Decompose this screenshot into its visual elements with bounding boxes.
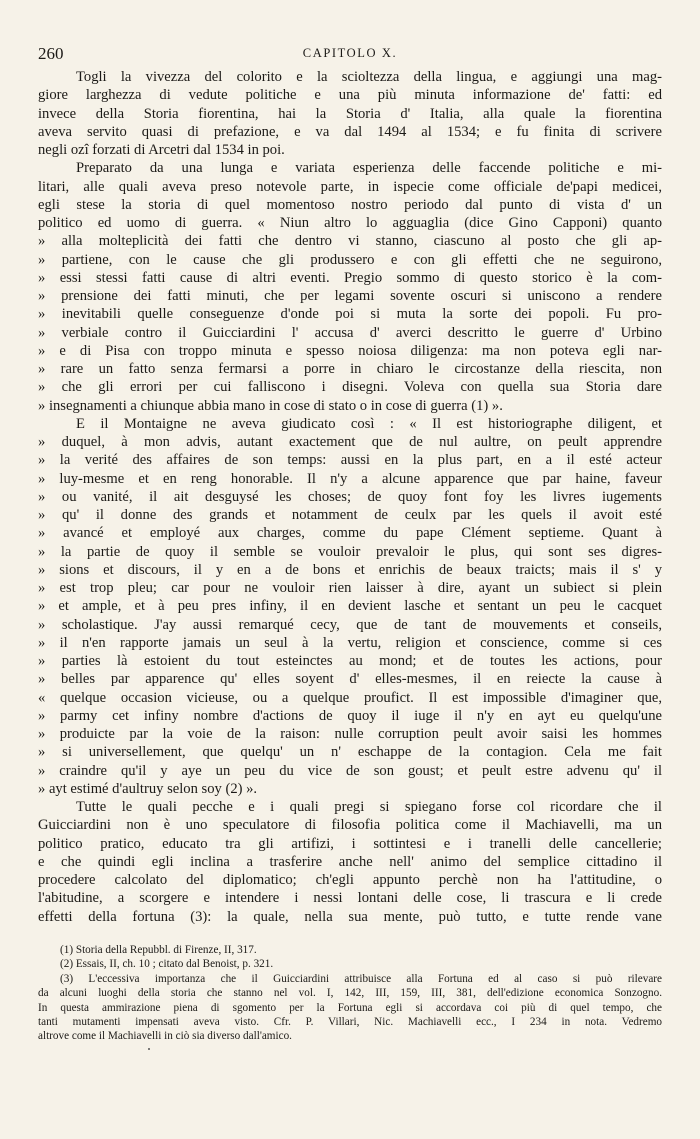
text-line: » la partie de quoy il semble se vouloir prevaloir le plus, qui sont ses digres- [38,543,662,560]
text-line: » produicte par la voie de la raison: nulle corruption peult avoir saisi les hommes [38,726,662,742]
text-line: » avancé et employé aux charges, comme du pape Clément septieme. Quant à [38,525,662,542]
text-line: » sions et discours, il y en a de bons et enrichis de beaux traicts; mais il s' y [38,561,662,578]
text-line: E il Montaigne ne aveva giudicato così : « Il est historiographe diligent, et [76,415,662,432]
running-head: CAPITOLO X. [302,46,398,60]
text-line: » il n'en rapporte jamais un seul à la vertu, religion et conscience, comme si ces [38,634,662,651]
text-line: » essi stessi fatti cause di altri eventi. Pregio sommo di questo storico è la com- [38,269,662,286]
text-line: » est trop pleu; car pour ne vouloir rien laisser à dire, ayant un subiect si plein [38,580,662,596]
text-line: » prensione dei fatti minuti, che per legami sovente oscuri si uniscono a rendere [38,288,662,304]
text-line: » luy-mesme et en reng honorable. Il n'y a alcune apparence que par haine, faveur [38,470,662,487]
footnotes [38,943,662,1044]
text-line: » partiene, con le cause che gli produssero e con gli effetti che ne seguirono, [38,251,662,268]
text-line: » insegnamenti a chiunque abbia mano in cose di stato o in cose di guerra (1) ». [38,397,503,414]
text-line: « quelque occasion vicieuse, ou a quelque proufict. Il est impossible d'imaginer que, [38,689,662,706]
footnote-1: (1) Storia della Repubbl. di Firenze, II, 317. [60,944,257,956]
text-line: » si universellement, que quelqu' un n' eschappe de la contagion. Cela me fait [38,744,662,761]
body-text [38,68,662,926]
text-line: giore larghezza di vedute politiche e una più minuta informazione de' fatti: ed [38,87,662,104]
text-line: » ayt estimé d'aultruy selon soy (2) ». [38,780,258,797]
text-line: » craindre qu'il y aye un peu du vice de son goust; et peult estre advenu qu' il [38,762,662,779]
text-line: Preparato da una lunga e variata esperienza delle faccende politiche e mi- [76,160,662,177]
text-line: e che quindi egli inclina a trasferire anche nell' animo del semplice cittadino il [38,853,662,870]
text-line: » rare un fatto senza fermarsi a porre in chiaro le circostanze della riescita, non [38,361,662,377]
text-line: l'abitudine, a scorgere e intendere i nessi lontani delle cose, li trascura e li crede [38,890,662,907]
text-line: negli ozî forzati di Arcetri dal 1534 in poi. [38,142,285,158]
footnote-2: (2) Essais, II, ch. 10 ; citato dal Benoist, p. 321. [60,958,274,971]
text-line: egli stese la storia di quel momentoso nostro periodo dal punto di vista d' un [38,196,662,213]
text-line: procedere calcolato del diplomatico; ch'egli appunto perchè non ha l'attitudine, o [38,872,662,888]
text-line: » e di Pisa con troppo minuta e spesso noiosa diligenza: ma non poteva egli nar- [38,342,662,359]
text-line: » inevitabili quelle conseguenze d'onde poi si muta la sorte dei popoli. Fu pro- [38,306,662,323]
text-line: » scholastique. J'ay aussi remarqué cecy, que de tant de mouvements et conseils, [38,616,662,633]
text-line: Tutte le quali pecche e i quali pregi si spiegano forse col ricordare che il [76,799,662,815]
text-line: » la verité des affaires de son temps: aussi en la plus part, en a il esté acteur [38,452,662,469]
text-line: » che gli errori per cui falliscono i disegni. Voleva con quella sua Storia dare [38,379,662,396]
page-number: 260 [38,44,64,63]
text-line: » parmy cet infiny nombre d'actions de quoy il iuge il n'y en ayt eu quelqu'une [38,707,662,724]
text-line: » verbiale contro il Guicciardini l' accusa d' averci descritto le guerre d' Urbino [38,324,662,341]
footnote-3-continued: tanti mutamenti impensati aveva visto. Cfr. P. Villari, Nic. Machiavelli ecc., I 234 in nota. Vedremo [38,1016,662,1029]
text-line: » qu' il donne des grands et notamment de ceulx par les quels il avoit esté [38,507,662,523]
page-header [38,44,662,66]
text-line: » alla molteplicità dei fatti che dentro vi stanno, ciascuno al posto che gli ap- [38,233,662,250]
text-line: effetti della fortuna (3): la quale, nella sua mente, può tutto, e tutte rende vane [38,908,662,925]
footnote-3-continued: da alcuni luoghi della storia che stanno nel vol. I, 142, III, 159, III, 381, dell'edizione economica Sonzogno. [38,987,662,1000]
footnote-3-continued: altrove come il Machiavelli in ciò sia diverso dall'amico. [38,1030,292,1043]
text-line: litari, alle quali aveva preso notevole parte, in ispecie come officiale de'papi medicei, [38,178,662,195]
text-line: » duquel, à mon advis, autant exactement que de nul aultre, on peult apprendre [38,434,662,450]
text-line: politico pratico, educato tra gli artifizi, i sottintesi e i tranelli delle cancellerie; [38,835,662,852]
text-line: Guicciardini non è uno speculatore di filosofia politica come il Machiavelli, ma un [38,817,662,834]
text-line: Togli la vivezza del colorito e la scioltezza della lingua, e aggiungi una mag- [76,69,662,85]
text-line: invece della Storia fiorentina, hai la Storia d' Italia, alla quale la fiorentina [38,105,662,122]
text-line: politico ed uomo di guerra. « Niun altro lo agguaglia (dice Gino Capponi) quanto [38,215,662,231]
text-line: » belles par apparence qu' elles soyent d' elles-mesmes, il en reiecte la cause à [38,671,662,688]
footnote-3-continued: In questa ammirazione piena di sgomento per la Fortuna egli si accordava coi più di quel tempo, che [38,1001,662,1014]
print-speck [148,1048,150,1050]
text-line: aveva servito quasi di prefazione, e va dal 1494 al 1534; e fu finita di scrivere [38,123,662,140]
footnote-3: (3) L'eccessiva importanza che il Guicciardini attribuisce alla Fortuna ed al caso si può rilevare [60,972,662,985]
text-line: » ou vanité, il ait desguysé les choses; de quoy font foy les livres iugements [38,488,662,505]
text-line: » parties là estoient du tout esteinctes au mond; et de toutes les actions, pour [38,653,662,669]
text-line: » et ample, et à peu pres infiny, il en devient lasche et sentant un peu le cacquet [38,598,662,615]
